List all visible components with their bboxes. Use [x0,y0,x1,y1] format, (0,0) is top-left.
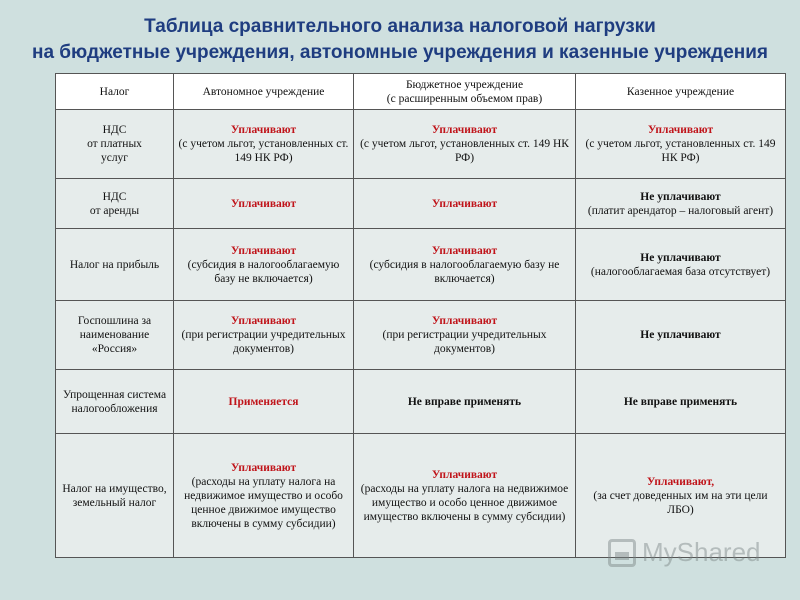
autonomous-cell [174,301,354,370]
comparison-table [55,73,786,558]
budget-cell [354,179,576,229]
header-budget-line1: Бюджетное учреждение [405,78,524,91]
status-text: Не уплачивают [640,251,721,264]
status-text: Уплачивают [230,197,297,210]
note-text: (при регистрации учредительных документов) [382,329,547,355]
note-text: (с учетом льгот, установленных ст. 149 НК РФ) [360,138,569,164]
status-text: Уплачивают [431,124,498,136]
status-text: Уплачивают [431,468,498,481]
presentation-icon [608,539,636,567]
tax-cell: Налог на прибыль [56,229,174,301]
status-text: Уплачивают, [646,475,715,488]
status-text: Уплачивают [230,124,297,136]
status-text: Уплачивают [647,124,714,136]
watermark [608,537,761,568]
header-tax: Налог [56,74,174,110]
status-text: Уплачивают [230,315,297,327]
budget-cell [354,110,576,179]
state-cell [576,370,786,434]
tax-cell: НДС от платных услуг [56,110,174,179]
note-text: (субсидия в налогооблагаемую базу не включается) [369,258,560,285]
note-text: (платит арендатор – налоговый агент) [587,204,774,217]
note-text: (с учетом льгот, установленных ст. 149 НК РФ) [178,138,349,164]
note-text: (налогооблагаемая база отсутствует) [590,265,771,278]
header-row [56,74,786,110]
status-text: Уплачивают [230,461,297,474]
state-cell [576,229,786,301]
table-row [56,301,786,370]
table-row [56,110,786,179]
title-line-1: Таблица сравнительного анализа налоговой нагрузки [144,16,656,37]
status-text: Не уплачивают [640,329,721,341]
note-text: (расходы на уплату налога на недвижимое имущество и особо ценное движимое имущество включены в сумму субсидии) [184,475,343,530]
header-budget-line2: (с расширенным объемом прав) [386,92,543,105]
watermark-text: MyShared [642,537,761,567]
autonomous-cell [174,434,354,558]
header-budget [354,74,576,110]
tax-cell: Госпошлина за наименование «Россия» [56,301,174,370]
status-text: Уплачивают [230,244,297,257]
status-text: Применяется [228,395,299,408]
state-cell [576,301,786,370]
state-cell [576,110,786,179]
status-text: Уплачивают [431,244,498,257]
autonomous-cell [174,229,354,301]
header-state: Казенное учреждение [576,74,786,110]
page-title [0,14,800,66]
note-text: (с учетом льгот, установленных ст. 149 НК РФ) [585,138,776,164]
state-cell [576,179,786,229]
table-row [56,229,786,301]
budget-cell [354,370,576,434]
note-text: (при регистрации учредительных документов) [181,329,346,355]
note-text: (за счет доведенных им на эти цели ЛБО) [593,489,768,516]
tax-cell: Упрощенная система налогообложения [56,370,174,434]
header-autonomous: Автономное учреждение [174,74,354,110]
title-line-2: на бюджетные учреждения, автономные учреждения и казенные учреждения [31,42,769,63]
note-text: (расходы на уплату налога на недвижимое имущество и особо ценное движимое имущество включены в сумму субсидии) [360,482,569,523]
autonomous-cell [174,110,354,179]
status-text: Уплачивают [431,315,498,327]
status-text: Не вправе применять [407,395,522,408]
status-text: Уплачивают [431,197,498,210]
note-text: (субсидия в налогооблагаемую базу не включается) [187,258,340,285]
tax-cell: Налог на имущество, земельный налог [56,434,174,558]
budget-cell [354,229,576,301]
status-text: Не уплачивают [640,190,721,203]
tax-cell: НДС от аренды [56,179,174,229]
table-row [56,179,786,229]
autonomous-cell [174,179,354,229]
budget-cell [354,301,576,370]
table-row [56,370,786,434]
autonomous-cell [174,370,354,434]
budget-cell [354,434,576,558]
status-text: Не вправе применять [623,395,738,408]
